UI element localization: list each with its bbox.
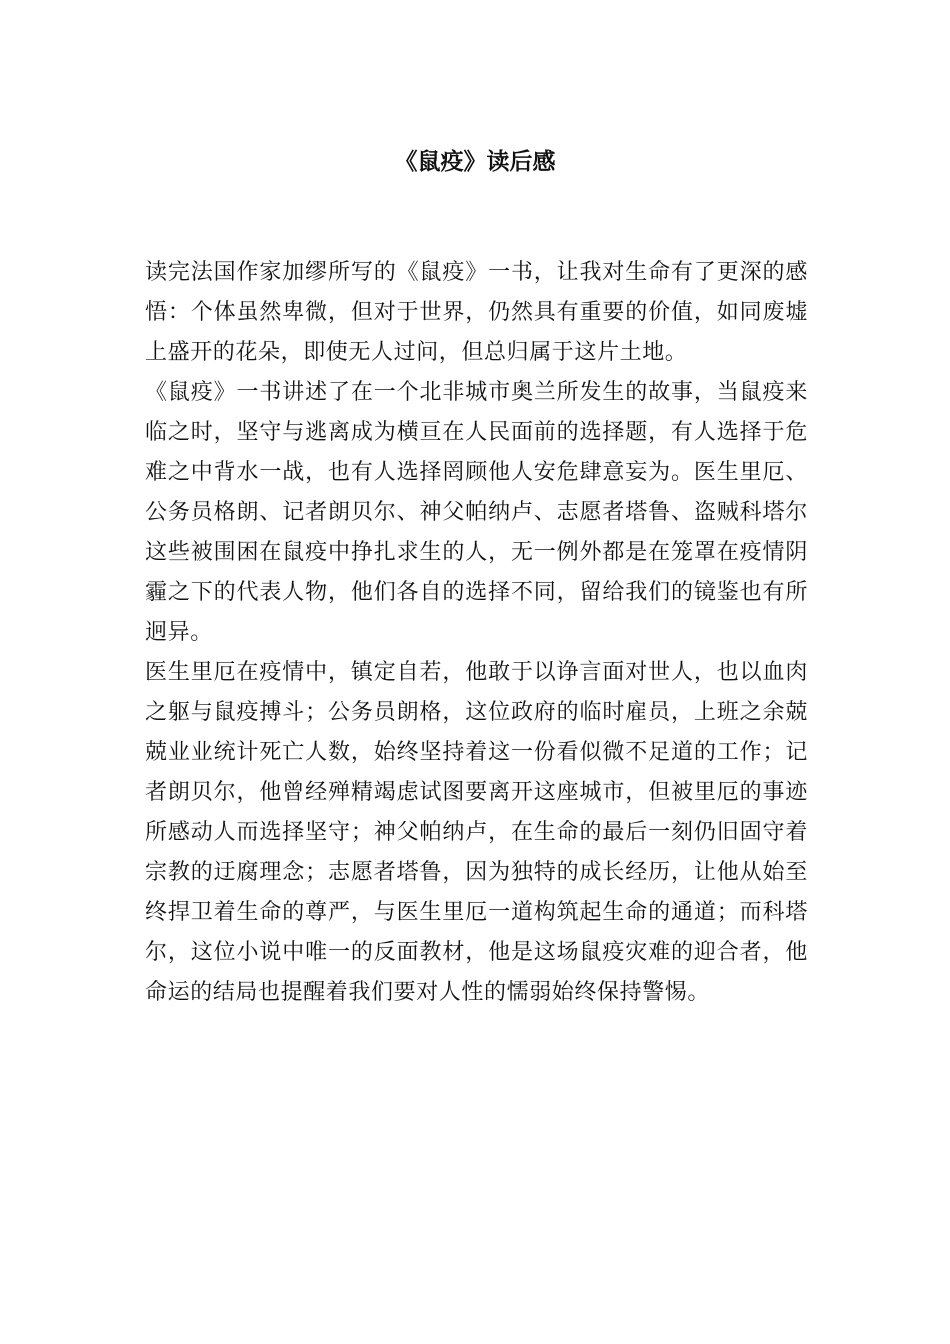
- paragraph-characters: 医生里厄在疫情中，镇定自若，他敢于以诤言面对世人，也以血肉之躯与鼠疫搏斗；公务员朗格，这位政府的临时雇员，上班之余兢兢业业统计死亡人数，始终坚持着这一份看似微不足道的工作；记者朗贝尔，他曾经殚精竭虑试图要离开这座城市，但被里厄的事迹所感动人而选择坚守；神父帕纳卢，在生命的最后一刻仍旧固守着宗教的迂腐理念；志愿者塔鲁，因为独特的成长经历，让他从始至终捍卫着生命的尊严，与医生里厄一道构筑起生命的通道；而科塔尔，这位小说中唯一的反面教材，他是这场鼠疫灾难的迎合者，他命运的结局也提醒着我们要对人性的懦弱始终保持警惕。: [145, 660, 808, 1005]
- paragraph-summary: 《鼠疫》一书讲述了在一个北非城市奥兰所发生的故事，当鼠疫来临之时，坚守与逃离成为横亘在人民面前的选择题，有人选择于危难之中背水一战，也有人选择罔顾他人安危肆意妄为。医生里厄、公务员格朗、记者朗贝尔、神父帕纳卢、志愿者塔鲁、盗贼科塔尔这些被围困在鼠疫中挣扎求生的人，无一例外都是在笼罩在疫情阴霾之下的代表人物，他们各自的选择不同，留给我们的镜鉴也有所迥异。: [145, 380, 808, 645]
- paragraph-intro: 读完法国作家加缪所写的《鼠疫》一书，让我对生命有了更深的感悟：个体虽然卑微，但对于世界，仍然具有重要的价值，如同废墟上盛开的花朵，即使无人过问，但总归属于这片土地。: [145, 260, 808, 365]
- document-title: 《鼠疫》读后感: [394, 148, 556, 175]
- document-body: [145, 253, 808, 1013]
